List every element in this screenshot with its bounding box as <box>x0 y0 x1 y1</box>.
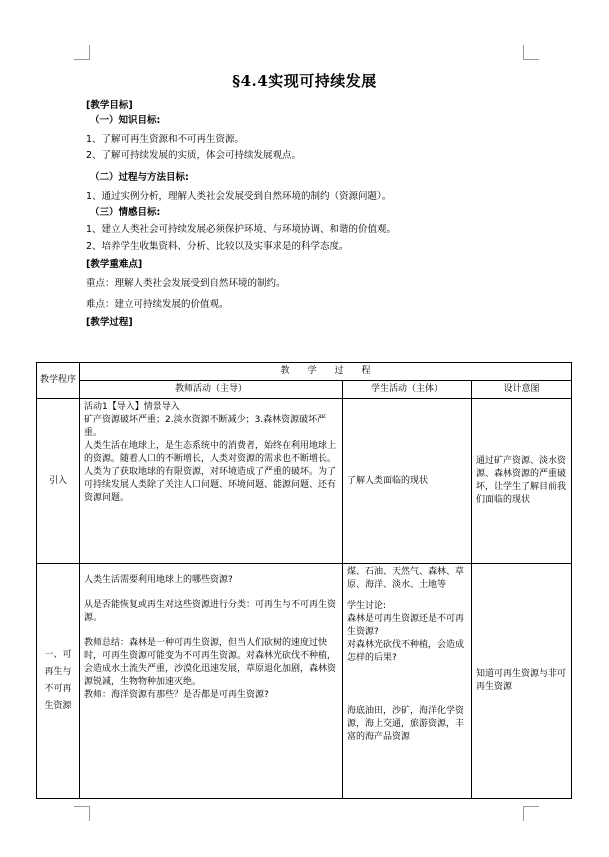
header-procedure: 教学程序 <box>37 363 80 399</box>
table-row <box>37 399 572 564</box>
procedure-cell: 引入 <box>37 399 80 564</box>
key-point: 重点：理解人类社会发展受到自然环境的制约。 <box>86 278 286 289</box>
student-text: 森林是可再生资源还是不可再生资源? <box>347 614 465 637</box>
activity-title: 活动1【导入】情景导入 <box>84 402 180 412</box>
table-row <box>37 564 572 799</box>
teacher-text: 人类生活在地球上，是生态系统中的消费者，始终在利用地球上的资源。随着人口的不断增长，人类对资源的需求也不断增长。人类为了获取地球的有限资源，对环境造成了严重的破坏。为了可持续发展人类除了关注人口问题、环境问题、能源问题、还有资源问题。 <box>84 441 337 503</box>
knowledge-heading: （一）知识目标: <box>90 115 161 126</box>
process-method-heading: （二）过程与方法目标: <box>90 172 189 183</box>
design-intent-cell: 通过矿产资源、淡水资源、森林资源的严重破坏，让学生了解目前我们面临的现状 <box>472 399 572 564</box>
student-activity-cell <box>343 564 472 799</box>
teacher-activity-cell <box>80 399 343 564</box>
emotion-item: 2、培养学生收集资料、分析、比较以及实事求是的科学态度。 <box>86 241 349 252</box>
crop-mark-bottom-right-h <box>523 806 539 807</box>
knowledge-item: 2、了解可持续发展的实质，体会可持续发展观点。 <box>86 150 302 161</box>
header-student-activity: 学生活动（主体） <box>343 381 472 399</box>
crop-mark-bottom-right-v <box>523 806 524 821</box>
student-text: 海底油田，沙矿，海洋化学资源，海上交通，旅游资源，丰富的海产品资源 <box>347 706 465 742</box>
teacher-text: 人类生活需要利用地球上的哪些资源? <box>84 575 233 585</box>
student-text: 学生讨论: <box>347 601 387 611</box>
teacher-text: 教师总结：森林是一种可再生资源，但当人们砍树的速度过快时，可再生资源可能变为不可再生资源。对森林光砍伐不种植，会造成水土流失严重，沙漠化迅速发展，草原退化加剧，森林资源锐减，生物物种加速灭绝。 <box>84 638 337 687</box>
key-points-heading: [教学重难点] <box>86 259 143 270</box>
header-process: 教 学 过 程 <box>80 363 572 381</box>
crop-mark-top-left-h <box>74 59 90 60</box>
knowledge-item: 1、了解可再生资源和不可再生资源。 <box>86 134 245 145</box>
header-teacher-activity: 教师活动（主导） <box>80 381 343 399</box>
crop-mark-top-right-v <box>523 45 524 60</box>
teacher-text: 从是否能恢复或再生对这些资源进行分类：可再生与不可再生资源。 <box>84 600 337 623</box>
student-activity-cell: 了解人类面临的现状 <box>343 399 472 564</box>
difficult-point: 难点：建立可持续发展的价值观。 <box>86 299 229 310</box>
student-text: 对森林光砍伐不种植，会造成怎样的后果? <box>347 640 465 663</box>
design-intent-cell: 知道可再生资源与非可再生资源 <box>472 564 572 799</box>
emotion-item: 1、建立人类社会可持续发展必须保护环境、与环境协调、和谐的价值观。 <box>86 224 397 235</box>
crop-mark-top-left-v <box>89 45 90 60</box>
crop-mark-bottom-left-v <box>89 806 90 821</box>
process-method-item: 1、通过实例分析，理解人类社会发展受到自然环境的制约（资源问题）。 <box>86 191 392 202</box>
teacher-text: 矿产资源破坏严重；2.淡水资源不断减少；3.森林资源破坏严重。 <box>84 415 327 438</box>
student-text: 煤、石油、天然气、森林、草原、海洋、淡水、土地等 <box>347 567 465 590</box>
objectives-heading: [教学目标] <box>86 100 133 111</box>
crop-mark-bottom-left-h <box>74 806 90 807</box>
page-title: §4.4实现可持续发展 <box>232 72 377 90</box>
teacher-activity-cell <box>80 564 343 799</box>
crop-mark-top-right-h <box>523 59 539 60</box>
procedure-cell: 一、可再生与不可再生资源 <box>37 564 80 799</box>
header-design-intent: 设计意图 <box>472 381 572 399</box>
teaching-process-heading: [教学过程] <box>86 317 133 328</box>
lesson-table <box>36 362 572 799</box>
teacher-text: 教师：海洋资源有那些？是否都是可再生资源? <box>84 690 269 700</box>
emotion-heading: （三）情感目标: <box>90 207 161 218</box>
